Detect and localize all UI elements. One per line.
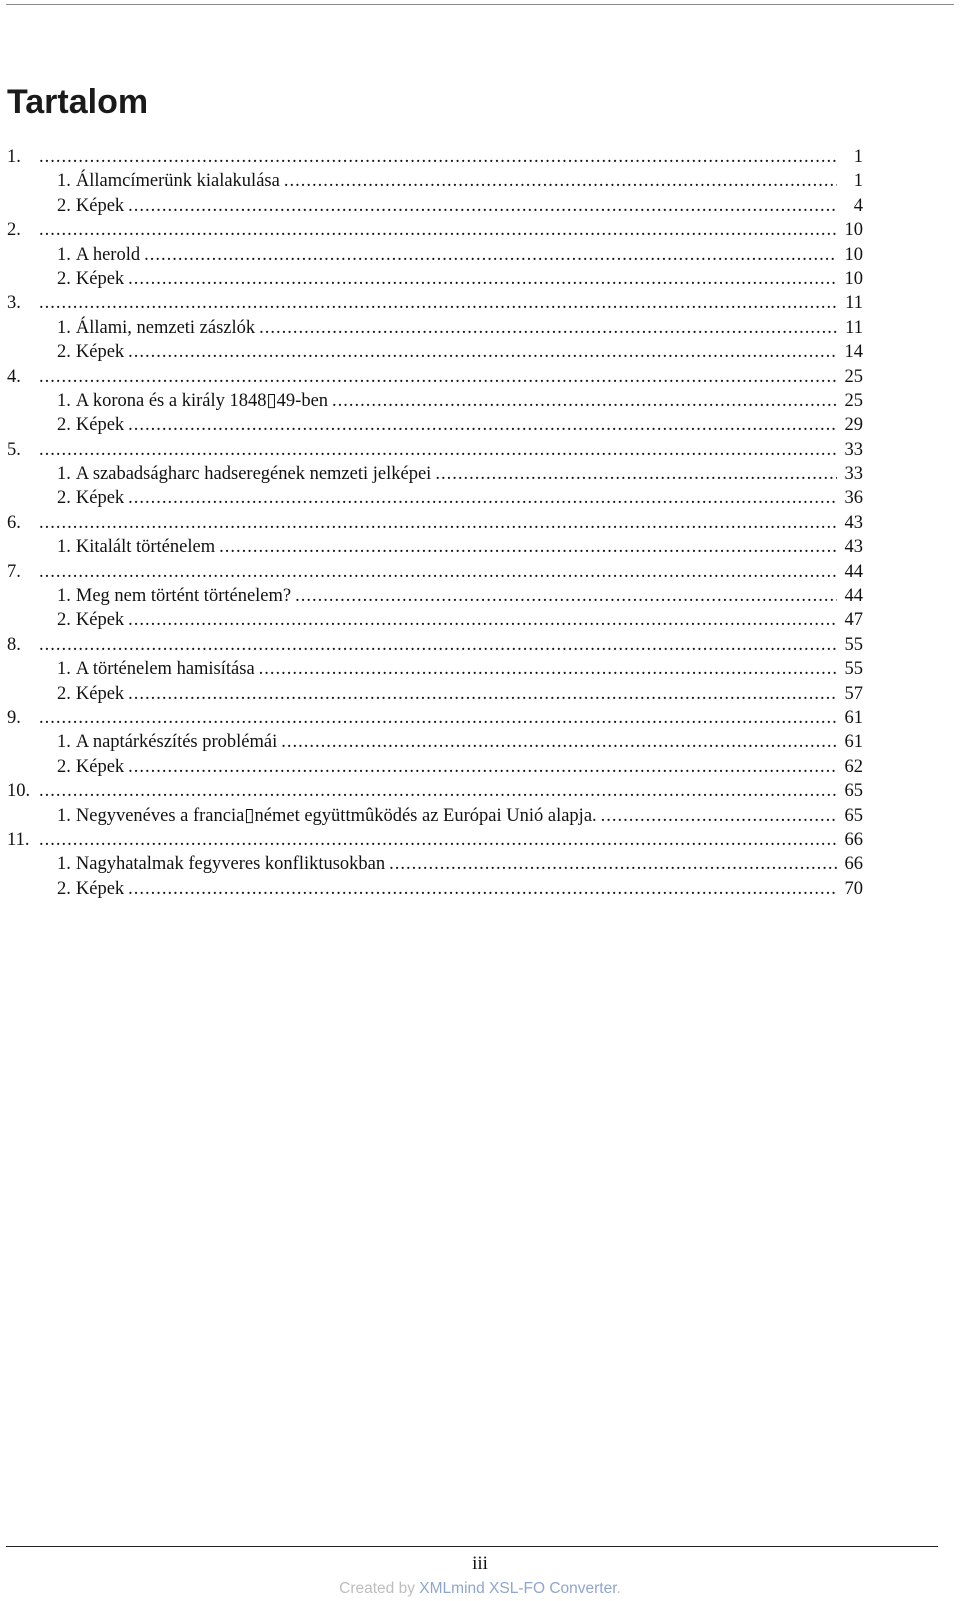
toc-entry-page: 10	[844, 220, 863, 241]
toc-leader-dots	[39, 560, 837, 584]
toc-entry-label: Képek	[75, 268, 125, 289]
credit-prefix: Created by	[339, 1580, 420, 1597]
toc-entry-page: 29	[844, 415, 863, 436]
toc-chapter-entry[interactable]	[7, 145, 863, 169]
page-title: Tartalom	[7, 83, 149, 121]
top-rule	[6, 4, 954, 5]
toc-leader-dots	[128, 608, 837, 632]
toc-entry-number: 2.	[57, 268, 71, 289]
toc-leader-dots	[39, 706, 837, 730]
toc-section-entry[interactable]	[7, 608, 863, 632]
toc-leader-dots	[39, 291, 837, 315]
toc-leader-dots	[281, 730, 837, 754]
toc-entry-page: 25	[844, 390, 863, 411]
toc-entry-page: 10	[844, 244, 863, 265]
toc-entry-label: Képek	[75, 342, 125, 363]
toc-entry-number: 2.	[57, 683, 71, 704]
toc-section-entry[interactable]	[7, 535, 863, 559]
toc-entry-page: 1	[853, 147, 863, 167]
toc-leader-dots	[39, 218, 837, 242]
toc-chapter-entry[interactable]	[7, 560, 863, 584]
toc-entry-page: 10	[844, 268, 863, 289]
toc-leader-dots	[259, 657, 837, 681]
toc-entry-label: A korona és a király 1848▯49-ben	[75, 390, 329, 411]
toc-leader-dots	[128, 194, 837, 218]
toc-section-entry[interactable]	[7, 486, 863, 510]
toc-entry-label: Képek	[75, 610, 125, 631]
toc-entry-page: 43	[844, 537, 863, 558]
toc-entry-label: A történelem hamisítása	[75, 659, 255, 680]
toc-chapter-entry[interactable]	[7, 218, 863, 242]
toc-entry-number: 1.	[57, 854, 71, 875]
toc-chapter-entry[interactable]	[7, 779, 863, 803]
toc-entry-number: 2.	[57, 878, 71, 899]
toc-leader-dots	[128, 682, 837, 706]
toc-entry-number: 1.	[57, 586, 71, 607]
toc-leader-dots	[219, 535, 837, 559]
toc-entry-page: 11	[845, 317, 863, 338]
toc-entry-number: 1.	[57, 390, 71, 411]
toc-section-entry[interactable]	[7, 169, 863, 193]
toc-section-entry[interactable]	[7, 682, 863, 706]
toc-entry-page: 44	[844, 561, 863, 582]
toc-entry-number: 2.	[57, 342, 71, 363]
toc-entry-label: Állami, nemzeti zászlók	[75, 317, 256, 338]
toc-section-entry[interactable]	[7, 243, 863, 267]
toc-chapter-entry[interactable]	[7, 438, 863, 462]
toc-leader-dots	[128, 877, 837, 901]
toc-leader-dots	[435, 462, 837, 486]
toc-entry-page: 61	[844, 732, 863, 753]
toc-leader-dots	[128, 267, 837, 291]
toc-entry-label: Államcímerünk kialakulása	[75, 171, 280, 192]
toc-entry-label: Negyvenéves a francia▯német együttmûködés az Európai Unió alapja.	[75, 805, 597, 826]
toc-section-entry[interactable]	[7, 755, 863, 779]
toc-section-entry[interactable]	[7, 267, 863, 291]
toc-leader-dots	[128, 486, 837, 510]
page-number: iii	[472, 1553, 488, 1574]
toc-entry-label: Képek	[75, 683, 125, 704]
toc-entry-number: 2.	[57, 195, 71, 216]
toc-leader-dots	[39, 438, 837, 462]
toc-entry-page: 66	[844, 829, 863, 850]
toc-leader-dots	[295, 584, 837, 608]
toc-entry-number: 2.	[57, 415, 71, 436]
toc-section-entry[interactable]	[7, 657, 863, 681]
toc-leader-dots	[259, 316, 837, 340]
toc-entry-number: 1.	[57, 537, 71, 558]
toc-entry-number: 10.	[7, 781, 31, 802]
toc-entry-page: 14	[844, 342, 863, 363]
toc-entry-label: Képek	[75, 415, 125, 436]
toc-entry-page: 36	[844, 488, 863, 509]
toc-chapter-entry[interactable]	[7, 291, 863, 315]
toc-entry-page: 65	[844, 805, 863, 826]
toc-leader-dots	[39, 145, 837, 169]
toc-entry-number: 1.	[57, 317, 71, 338]
footer-rule	[6, 1546, 938, 1547]
toc-entry-number: 1.	[57, 805, 71, 826]
toc-section-entry[interactable]	[7, 462, 863, 486]
toc-entry-page: 33	[844, 439, 863, 460]
toc-section-entry[interactable]	[7, 730, 863, 754]
toc-entry-label: A herold	[75, 244, 141, 265]
toc-entry-number: 2.	[57, 488, 71, 509]
toc-leader-dots	[39, 779, 837, 803]
credit-brand: XMLmind XSL-FO Converter	[419, 1580, 617, 1597]
toc-entry-number: 2.	[57, 756, 71, 777]
toc-entry-page: 61	[844, 707, 863, 728]
toc-entry-page: 66	[844, 854, 863, 875]
toc-entry-number: 7.	[7, 561, 21, 582]
toc-leader-dots	[39, 365, 837, 389]
toc-chapter-entry[interactable]	[7, 706, 863, 730]
toc-entry-page: 47	[844, 610, 863, 631]
toc-section-entry[interactable]	[7, 877, 863, 901]
toc-entry-page: 44	[844, 586, 863, 607]
toc-chapter-entry[interactable]	[7, 365, 863, 389]
toc-leader-dots	[332, 389, 837, 413]
toc-entry-number: 1.	[57, 171, 71, 192]
toc-entry-page: 70	[844, 878, 863, 899]
toc-section-entry[interactable]	[7, 413, 863, 437]
toc-entry-number: 4.	[7, 366, 21, 387]
toc-entry-page: 4	[853, 195, 863, 216]
toc-entry-number: 1.	[57, 732, 71, 753]
toc-entry-page: 25	[844, 366, 863, 387]
credit-suffix: .	[616, 1580, 621, 1597]
toc-entry-number: 3.	[7, 293, 21, 314]
toc-chapter-entry[interactable]	[7, 511, 863, 535]
toc-entry-label: Meg nem történt történelem?	[75, 586, 292, 607]
toc-section-entry[interactable]	[7, 804, 863, 828]
toc-leader-dots	[144, 243, 837, 267]
toc-entry-page: 11	[845, 293, 863, 314]
toc-entry-label: A szabadságharc hadseregének nemzeti jelképei	[75, 464, 432, 485]
toc-entry-number: 11.	[7, 829, 30, 850]
toc-entry-number: 5.	[7, 439, 21, 460]
toc-leader-dots	[284, 169, 837, 193]
toc-entry-number: 2.	[7, 220, 21, 241]
toc-entry-page: 33	[844, 464, 863, 485]
toc-leader-dots	[39, 511, 837, 535]
toc-section-entry[interactable]	[7, 340, 863, 364]
toc-leader-dots	[39, 828, 837, 852]
toc-entry-label: Kitalált történelem	[75, 537, 216, 558]
toc-section-entry[interactable]	[7, 389, 863, 413]
toc-entry-page: 65	[844, 781, 863, 802]
toc-entry-page: 55	[844, 634, 863, 655]
toc-entry-page: 57	[844, 683, 863, 704]
toc-leader-dots	[128, 413, 837, 437]
toc-entry-number: 8.	[7, 634, 21, 655]
toc-entry-number: 1.	[57, 464, 71, 485]
toc-entry-page: 43	[844, 512, 863, 533]
toc-section-entry[interactable]	[7, 316, 863, 340]
toc-entry-label: Képek	[75, 878, 125, 899]
toc-entry-label: Képek	[75, 756, 125, 777]
toc-section-entry[interactable]	[7, 584, 863, 608]
converter-credit	[0, 1580, 960, 1598]
toc-entry-number: 1.	[57, 659, 71, 680]
table-of-contents	[7, 145, 863, 901]
toc-entry-page: 62	[844, 756, 863, 777]
toc-section-entry[interactable]	[7, 194, 863, 218]
toc-entry-number: 2.	[57, 610, 71, 631]
toc-entry-number: 9.	[7, 707, 21, 728]
toc-chapter-entry[interactable]	[7, 828, 863, 852]
toc-entry-page: 55	[844, 659, 863, 680]
toc-entry-label: Képek	[75, 195, 125, 216]
toc-leader-dots	[601, 804, 837, 828]
toc-entry-page: 1	[853, 171, 863, 192]
toc-leader-dots	[389, 852, 837, 876]
toc-entry-label: Nagyhatalmak fegyveres konfliktusokban	[75, 854, 386, 875]
toc-entry-number: 1.	[7, 147, 21, 167]
toc-entry-label: Képek	[75, 488, 125, 509]
toc-chapter-entry[interactable]	[7, 633, 863, 657]
toc-entry-number: 1.	[57, 244, 71, 265]
toc-entry-number: 6.	[7, 512, 21, 533]
toc-leader-dots	[128, 755, 837, 779]
toc-leader-dots	[39, 633, 837, 657]
toc-section-entry[interactable]	[7, 852, 863, 876]
toc-leader-dots	[128, 340, 837, 364]
toc-entry-label: A naptárkészítés problémái	[75, 732, 278, 753]
